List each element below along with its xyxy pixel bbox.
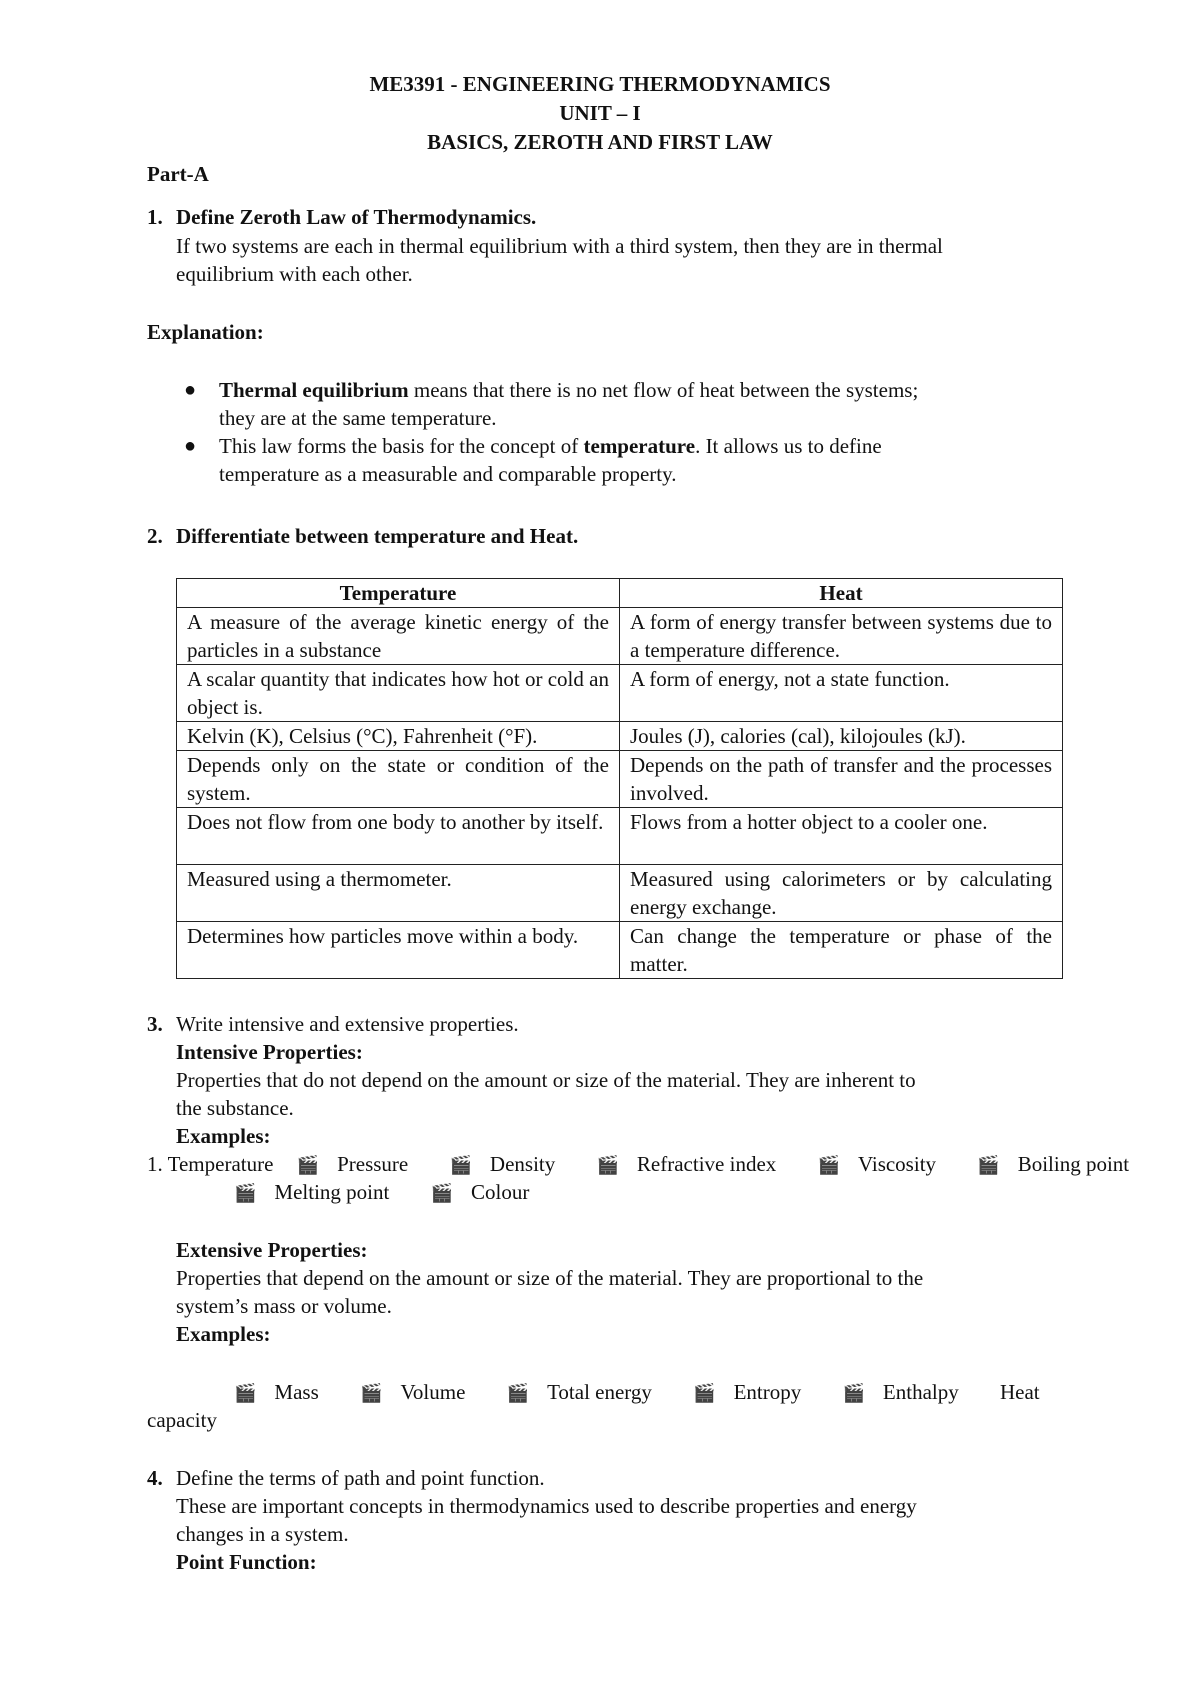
q2-question: Differentiate between temperature and Heat. [176,524,579,548]
q3-question: Write intensive and extensive properties. [176,1012,519,1036]
clapperboard-icon: 🎬 [817,1155,840,1175]
example-item: 🎬 Viscosity [817,1152,937,1176]
table-cell: Can change the temperature or phase of the matter. [620,922,1063,979]
q4-number: 4. [147,1466,163,1490]
explanation-heading: Explanation: [147,320,264,344]
clapperboard-icon: 🎬 [360,1383,383,1403]
table-cell: Kelvin (K), Celsius (°C), Fahrenheit (°F). [177,722,620,751]
extensive-heading: Extensive Properties: [176,1238,368,1262]
table-cell: Depends only on the state or condition of the system. [177,751,620,808]
intensive-examples-row1 [147,1150,1165,1179]
example-item: 1. Temperature [147,1152,274,1176]
clapperboard-icon: 🎬 [596,1155,619,1175]
table-cell: Depends on the path of transfer and the processes involved. [620,751,1063,808]
header-temperature: Temperature [177,579,620,608]
clapperboard-icon: 🎬 [506,1383,530,1403]
q1-question: Define Zeroth Law of Thermodynamics. [176,205,537,229]
q1-answer-line2: equilibrium with each other. [176,262,413,286]
q1-number: 1. [147,205,163,229]
bullet2-line1: This law forms the basis for the concept of temperature. It allows us to define [219,434,882,458]
clapperboard-icon: 🎬 [430,1183,454,1203]
table-row [177,751,1063,808]
course-title: ME3391 - ENGINEERING THERMODYNAMICS [369,72,831,96]
clapperboard-icon: 🎬 [234,1383,257,1403]
table-cell: A scalar quantity that indicates how hot or cold an object is. [177,665,620,722]
example-item: Heat [1000,1380,1040,1404]
extensive-examples-heading: Examples: [176,1322,271,1346]
bullet-icon: ● [184,379,197,401]
extensive-line2: system’s mass or volume. [176,1294,392,1318]
unit-title: UNIT – I [559,101,641,125]
intensive-line1: Properties that do not depend on the amount or size of the material. They are inherent to [176,1068,916,1092]
example-item: 🎬 Enthalpy [842,1380,959,1404]
table-row [177,865,1063,922]
comparison-table [176,578,1063,979]
q1-answer-line1: If two systems are each in thermal equilibrium with a third system, then they are in thermal [176,234,943,258]
q4-question: Define the terms of path and point function. [176,1466,545,1490]
table-cell: Flows from a hotter object to a cooler one. [620,808,1063,865]
example-item: 🎬 Melting point [234,1180,390,1204]
table-cell: Does not flow from one body to another by itself. [177,808,620,865]
example-item: 🎬 Entropy [693,1380,802,1404]
example-item: 🎬 Boiling point [977,1152,1130,1176]
clapperboard-icon: 🎬 [842,1383,865,1403]
clapperboard-icon: 🎬 [449,1155,472,1175]
q2-number: 2. [147,524,163,548]
example-item: 🎬 Volume [360,1380,466,1404]
header-heat: Heat [620,579,1063,608]
q4-line1: These are important concepts in thermodynamics used to describe properties and energy [176,1494,917,1518]
example-item: 🎬 Colour [430,1180,530,1204]
table-cell: Measured using calorimeters or by calculating energy exchange. [620,865,1063,922]
table-header-row [177,579,1063,608]
table-row [177,608,1063,665]
extensive-line1: Properties that depend on the amount or size of the material. They are proportional to the [176,1266,924,1290]
table-row [177,722,1063,751]
extensive-examples-wrap: capacity [147,1408,217,1432]
table-cell: A form of energy, not a state function. [620,665,1063,722]
table-cell: Measured using a thermometer. [177,865,620,922]
point-function-heading: Point Function: [176,1550,317,1574]
bullet2-line2: temperature as a measurable and comparable property. [219,462,677,486]
intensive-examples-row2 [234,1178,565,1207]
example-item: 🎬 Total energy [506,1380,652,1404]
q3-number: 3. [147,1012,163,1036]
clapperboard-icon: 🎬 [296,1155,320,1175]
example-item: 🎬 Mass [234,1380,319,1404]
extensive-examples-row [234,1378,1058,1407]
clapperboard-icon: 🎬 [234,1183,257,1203]
intensive-examples-heading: Examples: [176,1124,271,1148]
q4-line2: changes in a system. [176,1522,349,1546]
clapperboard-icon: 🎬 [977,1155,1000,1175]
table-row [177,922,1063,979]
example-item: 🎬 Pressure [296,1152,409,1176]
table-cell: A form of energy transfer between systems due to a temperature difference. [620,608,1063,665]
table-row [177,665,1063,722]
intensive-heading: Intensive Properties: [176,1040,363,1064]
table-cell: Determines how particles move within a body. [177,922,620,979]
bullet1-line2: they are at the same temperature. [219,406,497,430]
clapperboard-icon: 🎬 [693,1383,716,1403]
section-title: BASICS, ZEROTH AND FIRST LAW [427,130,773,154]
table-cell: Joules (J), calories (cal), kilojoules (kJ). [620,722,1063,751]
bullet1-line1: Thermal equilibrium means that there is no net flow of heat between the systems; [219,378,919,402]
table-row [177,808,1063,865]
table-cell: A measure of the average kinetic energy of the particles in a substance [177,608,620,665]
example-item: 🎬 Density [449,1152,556,1176]
example-item: 🎬 Refractive index [596,1152,777,1176]
part-label: Part-A [147,162,209,186]
intensive-line2: the substance. [176,1096,294,1120]
bullet-icon: ● [184,435,197,457]
